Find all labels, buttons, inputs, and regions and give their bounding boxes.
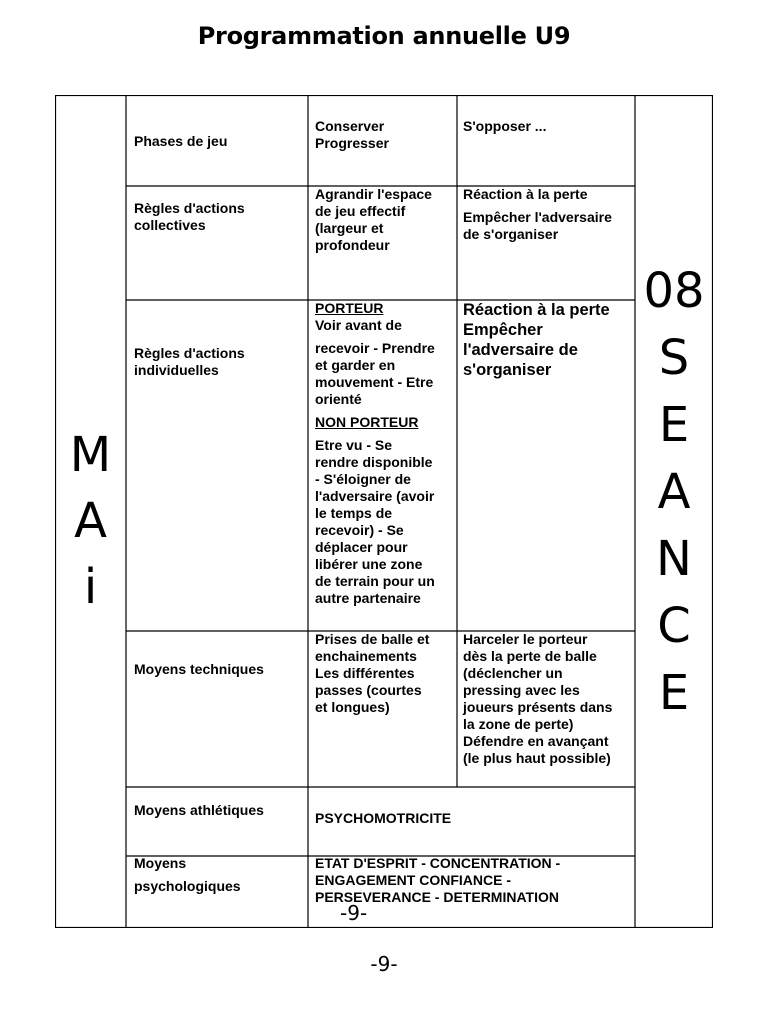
phases-col1 [315,118,455,152]
cell-line: enchainements [315,648,417,664]
cell-line: pressing avec les [463,682,580,698]
inner-page-number: -9- [340,901,368,925]
technical-col2 [463,631,635,767]
cell-line: s'organiser [463,361,552,379]
row-label-athletic [134,802,304,819]
cell-line: Défendre en avançant [463,733,609,749]
cell-line: PERSEVERANCE - DETERMINATION [315,889,559,905]
cell-line: joueurs présents dans [463,699,613,715]
cell-line: l'adversaire de [463,341,578,359]
row-label-collective [134,200,304,234]
technical-col1 [315,631,457,716]
cell-line: recevoir) - Se [315,522,404,538]
cell-line: (déclencher un [463,665,563,681]
cell-line: rendre disponible [315,454,433,470]
cell-line: Empêcher l'adversaire [463,209,612,225]
programme-table [55,95,713,928]
cell-line: Agrandir l'espace [315,186,432,202]
month-letter: A [74,493,107,549]
cell-line: ENGAGEMENT CONFIANCE - [315,872,511,888]
cell-line: et longues) [315,699,390,715]
psychological-value [315,855,635,906]
row-label-technical [134,661,304,678]
cell-line: Réaction à la perte [463,186,588,202]
athletic-value [315,810,633,827]
session-letter: S [658,330,690,386]
cell-line: dès la perte de balle [463,648,597,664]
row-label-text: individuelles [134,362,219,378]
phases-col2 [463,118,633,135]
cell-line: orienté [315,391,362,407]
cell-line: (largeur et [315,220,384,236]
cell-line: Progresser [315,135,389,151]
cell-line: (le plus haut possible) [463,750,611,766]
page-title: Programmation annuelle U9 [197,22,571,50]
cell-line: Les différentes [315,665,415,681]
cell-line: Conserver [315,118,385,134]
row-label-text: Règles d'actions [134,345,245,361]
collective-col1 [315,186,455,254]
row-label-text: Moyens [134,855,187,871]
row-label-individual [134,345,304,379]
cell-line: le temps de [315,505,393,521]
cell-line: autre partenaire [315,590,421,606]
cell-line: - S'éloigner de [315,471,411,487]
collective-col2 [463,186,635,243]
cell-line: Prises de balle et [315,631,430,647]
cell-line: la zone de perte) [463,716,574,732]
month-letter: M [69,427,112,483]
page-number: -9- [370,952,398,976]
cell-line: de s'organiser [463,226,559,242]
row-label-text: Phases de jeu [134,133,228,149]
row-label-text: Règles d'actions [134,200,245,216]
month-label [55,422,126,620]
session-letter: C [657,598,691,654]
session-number: 08 [643,263,705,319]
cell-line: Empêcher [463,321,543,339]
cell-line: déplacer pour [315,539,408,555]
cell-line: et garder en [315,357,396,373]
individual-col2 [463,300,635,380]
cell-line: recevoir - Prendre [315,340,435,356]
row-label-psychological [134,855,304,895]
month-letter: i [83,559,98,615]
row-label-text: collectives [134,217,206,233]
cell-line: PSYCHOMOTRICITE [315,810,452,826]
cell-line: Etre vu - Se [315,437,393,453]
porteur-heading: PORTEUR [315,300,384,316]
row-label-text: psychologiques [134,878,241,894]
session-label [635,258,713,727]
individual-col1 [315,300,457,607]
cell-line: Réaction à la perte [463,301,610,319]
row-label-text: Moyens athlétiques [134,802,264,818]
row-label-text: Moyens techniques [134,661,264,677]
cell-line: l'adversaire (avoir [315,488,435,504]
session-letter: E [658,397,690,453]
row-label-phases [134,133,304,150]
session-letter: N [656,531,692,587]
cell-line: de terrain pour un [315,573,435,589]
cell-line: Harceler le porteur [463,631,588,647]
cell-line: profondeur [315,237,390,253]
cell-line: passes (courtes [315,682,422,698]
cell-line: ETAT D'ESPRIT - CONCENTRATION - [315,855,561,871]
cell-line: de jeu effectif [315,203,406,219]
cell-line: S'opposer ... [463,118,547,134]
session-letter: E [658,665,690,721]
non-porteur-heading: NON PORTEUR [315,414,419,430]
cell-line: mouvement - Etre [315,374,434,390]
session-letter: A [657,464,691,520]
cell-line: Voir avant de [315,317,402,333]
cell-line: libérer une zone [315,556,423,572]
